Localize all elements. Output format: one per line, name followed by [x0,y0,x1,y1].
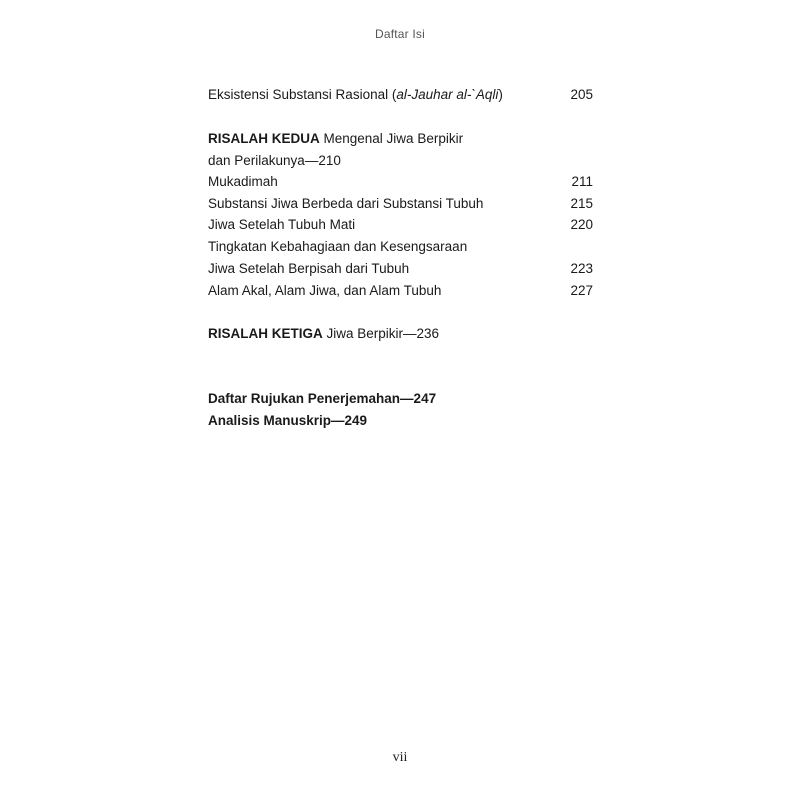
risalah-ketiga-heading [208,325,593,343]
risalah-label: RISALAH KETIGA [208,326,323,341]
toc-entry-page: 205 [570,87,593,102]
toc-entry-title: Substansi Jiwa Berbeda dari Substansi Tubuh [208,196,484,211]
back-matter-title: Daftar Rujukan Penerjemahan—247 [208,391,437,406]
toc-entry-page: 227 [570,283,593,298]
toc-entry [208,195,593,213]
back-matter-title: Analisis Manuskrip—249 [208,413,368,428]
toc-entry [208,216,593,234]
toc-entry-title: Mukadimah [208,174,278,189]
risalah-kedua-heading-line2 [208,152,593,170]
toc-entry-page: 223 [570,261,593,276]
toc-entry [208,260,593,278]
toc-entry-page: 215 [570,196,593,211]
running-head: Daftar Isi [374,27,425,41]
toc-entry-eksistensi [208,86,593,104]
toc-entry-title: Tingkatan Kebahagiaan dan Kesengsaraan [208,239,468,254]
toc-entry [208,238,593,256]
risalah-title: Jiwa Berpikir—236 [322,326,440,341]
toc-entry-page: 220 [570,217,593,232]
back-matter-rujukan [208,390,593,408]
toc-entry-title: Jiwa Setelah Berpisah dari Tubuh [208,261,410,276]
toc-entry-title: Eksistensi Substansi Rasional (al-Jauhar al-`Aqli) [208,87,503,102]
risalah-title-line1: Mengenal Jiwa Berpikir [319,131,464,146]
back-matter-manuskrip [208,412,593,430]
toc-entry-title: Jiwa Setelah Tubuh Mati [208,217,356,232]
risalah-kedua-heading [208,130,593,148]
toc-entry [208,282,593,300]
risalah-label: RISALAH KEDUA [208,131,320,146]
toc-entry-page: 211 [571,174,593,189]
page-number: vii [392,750,408,765]
risalah-title-line2: dan Perilakunya—210 [208,153,341,168]
toc-entry-title: Alam Akal, Alam Jiwa, dan Alam Tubuh [208,283,442,298]
toc-entry [208,173,593,191]
